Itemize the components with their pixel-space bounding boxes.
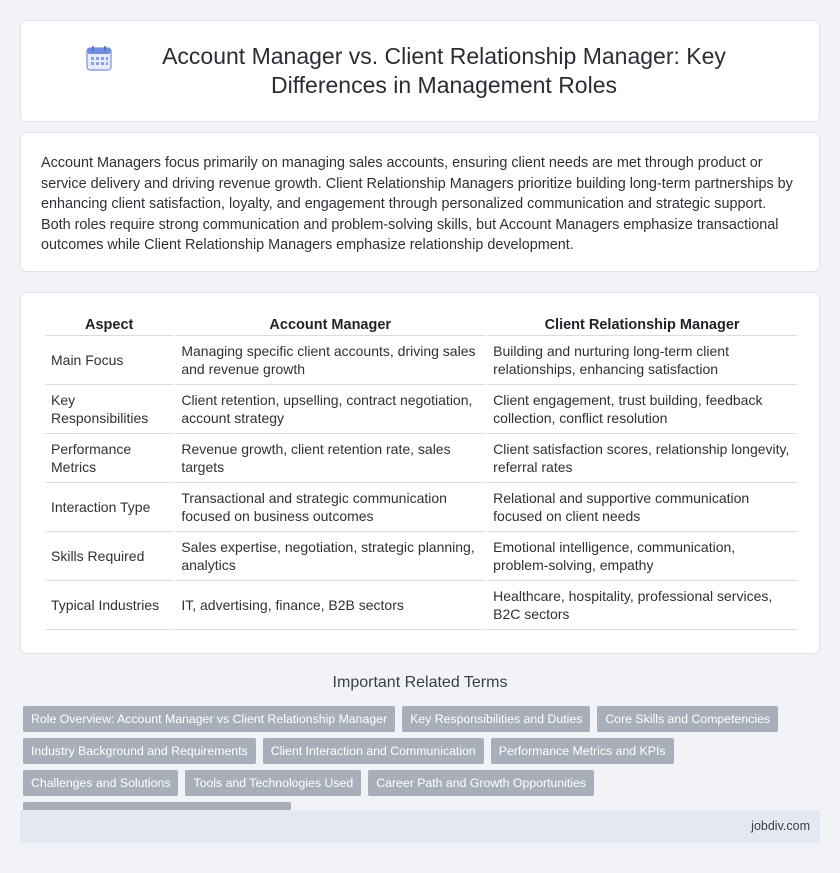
intro-paragraph: Account Managers focus primarily on managing sales accounts, ensuring client needs are met through product or service delivery and driving revenue growth. Client Relationship Managers prioritize building long-term partnerships by enhancing client satisfaction, loyalty, and engagement through personalized communication and strategic support. Both roles require strong communication and problem-solving skills, but Account Managers emphasize transactional outcomes while Client Relationship Managers emphasize relationship development. — [41, 155, 793, 253]
related-term-tag[interactable]: Challenges and Solutions — [23, 770, 178, 796]
row-aspect: Skills Required — [45, 532, 173, 581]
comparison-table-card — [20, 292, 820, 654]
related-term-tag[interactable]: Career Path and Growth Opportunities — [368, 770, 594, 796]
row-aspect: Main Focus — [45, 336, 173, 385]
row-account-manager: Revenue growth, client retention rate, sales targets — [175, 434, 485, 483]
related-term-tag[interactable]: Performance Metrics and KPIs — [491, 738, 674, 764]
row-aspect: Interaction Type — [45, 483, 173, 532]
related-term-tag[interactable]: Industry Background and Requirements — [23, 738, 256, 764]
row-aspect: Typical Industries — [45, 581, 173, 630]
row-account-manager: IT, advertising, finance, B2B sectors — [175, 581, 485, 630]
intro-card — [20, 132, 820, 272]
header-aspect: Aspect — [45, 313, 173, 336]
row-aspect: Key Responsibilities — [45, 385, 173, 434]
table-row — [45, 532, 797, 581]
table-row — [45, 385, 797, 434]
related-term-tag[interactable]: Tools and Technologies Used — [185, 770, 361, 796]
table-header-row — [45, 313, 797, 336]
page-title: Account Manager vs. Client Relationship Manager: Key Differences in Management Roles — [162, 43, 726, 98]
header-account-manager: Account Manager — [175, 313, 485, 336]
row-client-relationship-manager: Healthcare, hospitality, professional services, B2C sectors — [487, 581, 797, 630]
calendar-icon — [86, 45, 112, 71]
footer-site-link[interactable]: jobdiv.com — [751, 819, 810, 833]
table-row — [45, 483, 797, 532]
row-client-relationship-manager: Client engagement, trust building, feedback collection, conflict resolution — [487, 385, 797, 434]
row-client-relationship-manager: Client satisfaction scores, relationship longevity, referral rates — [487, 434, 797, 483]
related-term-tag[interactable]: Role Overview: Account Manager vs Client Relationship Manager — [23, 706, 395, 732]
row-account-manager: Sales expertise, negotiation, strategic planning, analytics — [175, 532, 485, 581]
comparison-table — [43, 313, 799, 630]
header-client-relationship-manager: Client Relationship Manager — [487, 313, 797, 336]
row-client-relationship-manager: Relational and supportive communication focused on client needs — [487, 483, 797, 532]
row-account-manager: Client retention, upselling, contract negotiation, account strategy — [175, 385, 485, 434]
table-row — [45, 336, 797, 385]
table-row — [45, 434, 797, 483]
header-card — [20, 20, 820, 122]
related-term-tag[interactable]: Client Interaction and Communication — [263, 738, 484, 764]
row-client-relationship-manager: Emotional intelligence, communication, problem-solving, empathy — [487, 532, 797, 581]
row-account-manager: Transactional and strategic communication focused on business outcomes — [175, 483, 485, 532]
footer — [20, 810, 820, 843]
related-term-tag[interactable]: Key Responsibilities and Duties — [402, 706, 590, 732]
related-term-tag[interactable]: Core Skills and Competencies — [597, 706, 778, 732]
related-terms-title: Important Related Terms — [332, 674, 508, 691]
table-row — [45, 581, 797, 630]
row-client-relationship-manager: Building and nurturing long-term client relationships, enhancing satisfaction — [487, 336, 797, 385]
row-aspect: Performance Metrics — [45, 434, 173, 483]
row-account-manager: Managing specific client accounts, driving sales and revenue growth — [175, 336, 485, 385]
